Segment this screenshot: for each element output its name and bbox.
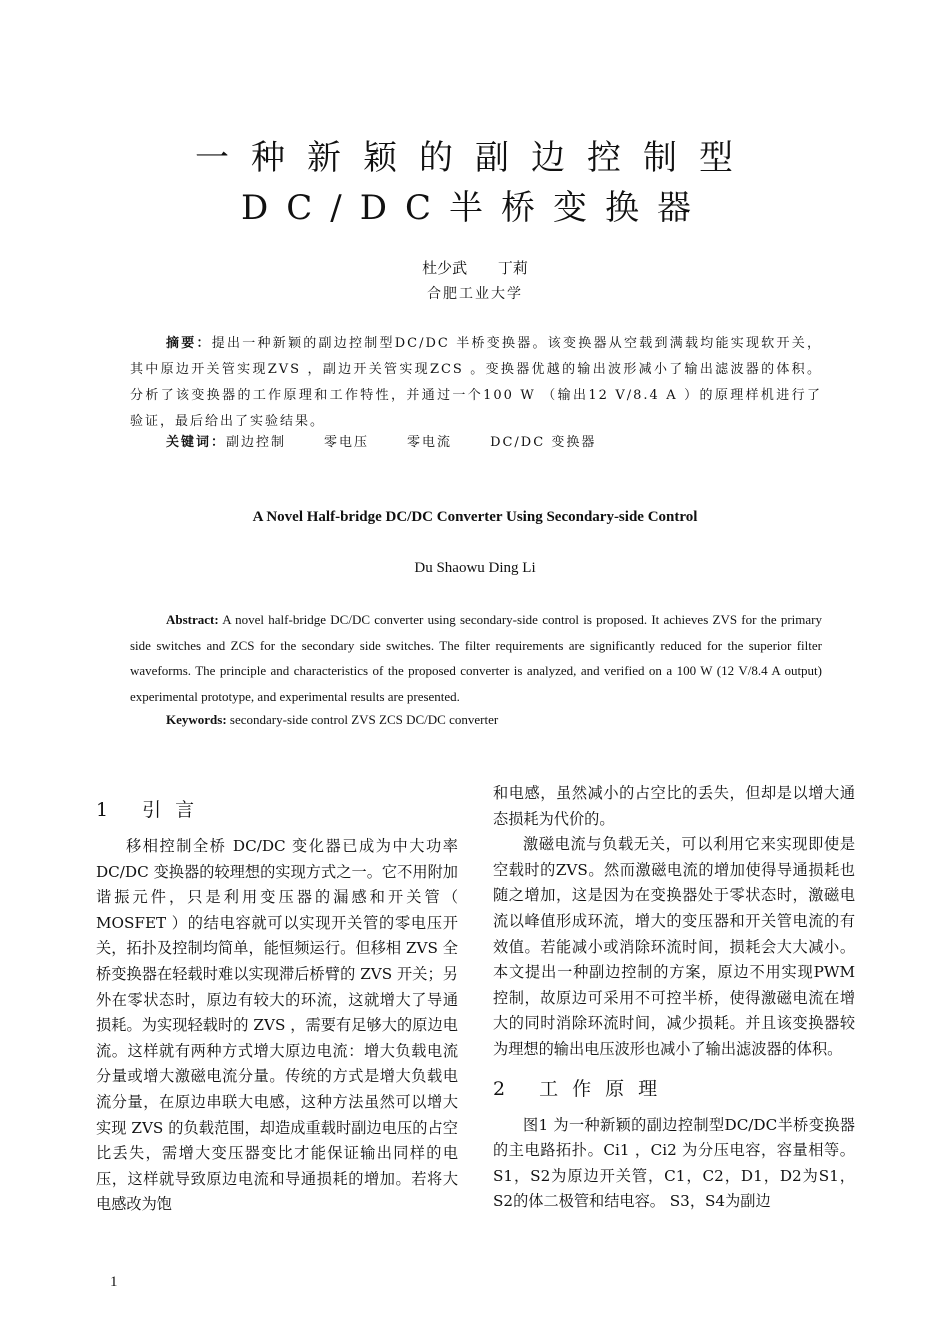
title-en: A Novel Half-bridge DC/DC Converter Using Secondary-side Control [252,509,698,525]
page-number: 1 [110,1274,118,1290]
abstract-en [130,607,822,709]
keywords-cn [166,431,596,450]
section1-paragraph: 激磁电流与负载无关，可以利用它来实现即使是空载时的ZVS。然而激磁电流的增加使得导通损耗也随之增加，这是因为在变换器处于零状态时，激磁电流以峰值形成环流，增大的变压器和开关管电流的有效值。若能减小或消除环流时间，损耗会大大减小。本文提出一种副边控制的方案，原边不用实现PWM 控制，故原边可采用不可控半桥，使得激磁电流在增大的同时消除环流时间，减少损耗。并且该变换器较为理想的输出电压波形也减小了输出滤波器的体积。 [493,835,855,1058]
abstract-cn-label: 摘要： [166,336,212,351]
keyword-cn-item: DC/DC 变换器 [490,435,597,450]
title-cn-line2: DC/DC半桥变换器 [240,188,709,228]
keywords-en-label: Keywords: [166,712,227,727]
section1-paragraph-continued: 和电感，虽然减小的占空比的丢失，但却是以增大通态损耗为代价的。 [493,784,855,828]
keyword-cn-item: 零电压 [324,435,370,450]
abstract-cn-text: 提出一种新颖的副边控制型DC/DC 半桥变换器。该变换器从空载到满载均能实现软开关，其中原边开关管实现ZVS ，副边开关管实现ZCS 。变换器优越的输出波形减小了输出滤波器的体积。分析了该变换器的工作原理和工作特性，并通过一个100 W （输出12 V/8.4 A ）的原理样机进行了验证，最后给出了实验结果。 [130,336,822,429]
left-column [96,790,458,1218]
keywords-en [166,712,498,728]
title-cn-line1: 一种新颖的副边控制型 [195,138,755,178]
keyword-cn-item: 副边控制 [226,435,287,450]
abstract-cn [130,331,822,435]
abstract-en-text: A novel half-bridge DC/DC converter using secondary-side control is proposed. It achieves ZVS for the primary side switches and ZCS for the secondary side switches. The filter requirements are significantly reduced for the superior filter waveforms. The principle and characteristics of the proposed converter is analyzed, and verified on a 100 W (12 V/8.4 A output) experimental prototype, and experimental results are presented. [130,612,822,704]
affiliation-cn: 合肥工业大学 [427,286,523,302]
authors-en: Du Shaowu Ding Li [414,560,536,576]
section2-paragraph: 图1 为一种新颖的副边控制型DC/DC半桥变换器的主电路拓扑。Ci1 ，Ci2 为分压电容，容量相等。S1，S2为原边开关管，C1，C2，D1，D2为S1，S2的体二极管和结电容。 S3，S4为副边 [493,1115,855,1211]
section1-heading: 1 引言 [96,799,209,821]
keywords-en-text: secondary-side control ZVS ZCS DC/DC converter [226,712,499,727]
keywords-cn-label: 关键词： [166,435,227,450]
abstract-en-label: Abstract: [166,612,219,627]
section2-heading: 2 工作原理 [493,1077,672,1100]
right-column [493,781,855,1215]
authors-cn: 杜少武 丁莉 [422,259,528,277]
keyword-cn-item: 零电流 [407,435,453,450]
section1-paragraph: 移相控制全桥 DC/DC 变化器已成为中大功率 DC/DC 变换器的较理想的实现方式之一。它不用附加谐振元件，只是利用变压器的漏感和开关管（ MOSFET ）的结电容就可以实现开关管的零电压开关，拓扑及控制均简单，能恒频运行。但移相 ZVS 全桥变换器在轻载时难以实现滞后桥臂的 ZVS 开关；另外在零状态时，原边有较大的环流，这就增大了导通损耗。为实现轻载时的 ZVS ，需要有足够大的原边电流。这样就有两种方式增大原边电流：增大负载电流分量或增大激磁电流分量。传统的方式是增大负载电流分量，在原边串联大电感，这种方法虽然可以增大实现 ZVS 的负载范围，却造成重载时副边电压的占空比丢失，需增大变压器变比才能保证输出同样的电压，这样就导致原边电流和导通损耗的增加。若将大电感改为饱 [96,837,458,1214]
